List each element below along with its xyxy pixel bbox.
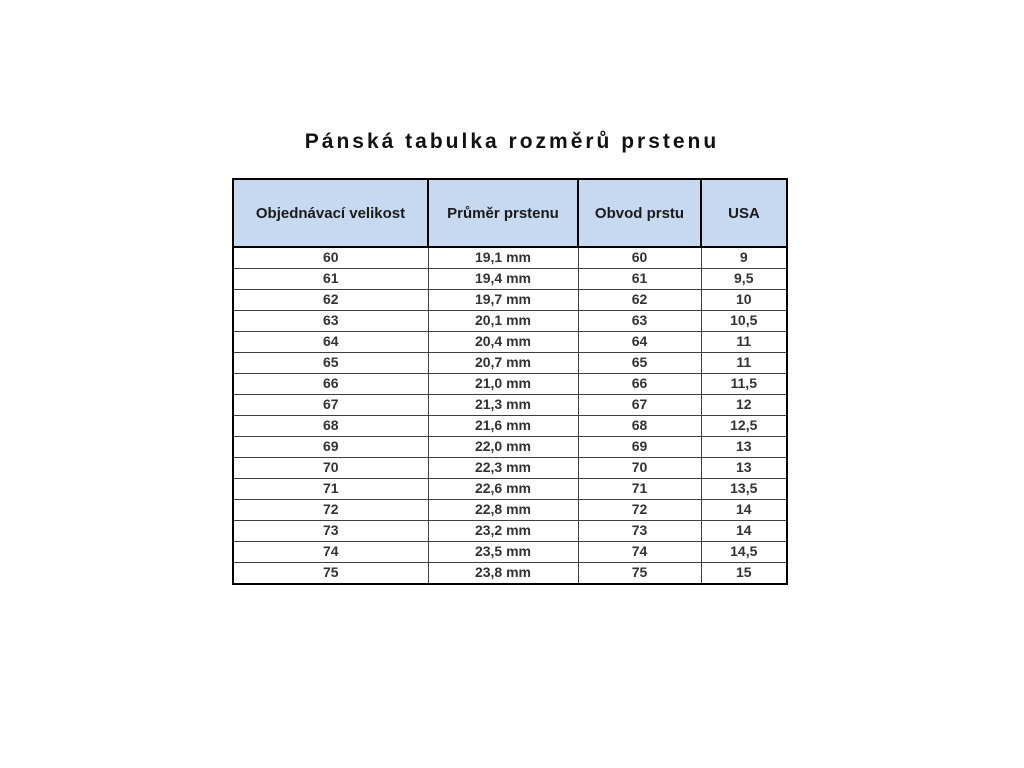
table-cell: 22,8 mm bbox=[428, 500, 578, 521]
table-body bbox=[233, 247, 787, 584]
table-cell: 68 bbox=[578, 416, 701, 437]
table-cell: 11 bbox=[701, 353, 787, 374]
table-cell: 73 bbox=[233, 521, 428, 542]
table-cell: 70 bbox=[578, 458, 701, 479]
header-cell-ring-diameter: Průměr prstenu bbox=[428, 179, 578, 247]
table-cell: 11,5 bbox=[701, 374, 787, 395]
table-cell: 68 bbox=[233, 416, 428, 437]
table-cell: 13 bbox=[701, 437, 787, 458]
table-cell: 19,1 mm bbox=[428, 247, 578, 269]
table-cell: 14,5 bbox=[701, 542, 787, 563]
table-cell: 20,4 mm bbox=[428, 332, 578, 353]
table-cell: 10 bbox=[701, 290, 787, 311]
table-cell: 75 bbox=[233, 563, 428, 585]
table-row bbox=[233, 563, 787, 585]
table-cell: 11 bbox=[701, 332, 787, 353]
table-cell: 14 bbox=[701, 521, 787, 542]
table-row bbox=[233, 290, 787, 311]
table-cell: 65 bbox=[233, 353, 428, 374]
table-cell: 63 bbox=[233, 311, 428, 332]
table-cell: 9 bbox=[701, 247, 787, 269]
table-cell: 22,3 mm bbox=[428, 458, 578, 479]
table-cell: 10,5 bbox=[701, 311, 787, 332]
table-cell: 61 bbox=[578, 269, 701, 290]
table-cell: 21,0 mm bbox=[428, 374, 578, 395]
table-row bbox=[233, 311, 787, 332]
table-cell: 66 bbox=[578, 374, 701, 395]
ring-size-table bbox=[232, 178, 788, 585]
table-cell: 72 bbox=[578, 500, 701, 521]
table-cell: 61 bbox=[233, 269, 428, 290]
table-cell: 64 bbox=[233, 332, 428, 353]
table-cell: 60 bbox=[578, 247, 701, 269]
table-cell: 66 bbox=[233, 374, 428, 395]
table-cell: 71 bbox=[233, 479, 428, 500]
table-cell: 73 bbox=[578, 521, 701, 542]
table-cell: 20,1 mm bbox=[428, 311, 578, 332]
table-cell: 23,5 mm bbox=[428, 542, 578, 563]
table-row bbox=[233, 521, 787, 542]
table-cell: 67 bbox=[578, 395, 701, 416]
header-cell-usa: USA bbox=[701, 179, 787, 247]
table-cell: 65 bbox=[578, 353, 701, 374]
table-cell: 74 bbox=[233, 542, 428, 563]
table-cell: 75 bbox=[578, 563, 701, 585]
table-row bbox=[233, 500, 787, 521]
table-cell: 12 bbox=[701, 395, 787, 416]
table-header-row bbox=[233, 179, 787, 247]
table-cell: 60 bbox=[233, 247, 428, 269]
table-cell: 74 bbox=[578, 542, 701, 563]
header-cell-finger-circumference: Obvod prstu bbox=[578, 179, 701, 247]
table-row bbox=[233, 332, 787, 353]
table-cell: 13 bbox=[701, 458, 787, 479]
header-cell-order-size: Objednávací velikost bbox=[233, 179, 428, 247]
table-row bbox=[233, 395, 787, 416]
table-cell: 70 bbox=[233, 458, 428, 479]
table-cell: 62 bbox=[578, 290, 701, 311]
table-cell: 12,5 bbox=[701, 416, 787, 437]
table-cell: 62 bbox=[233, 290, 428, 311]
table-cell: 71 bbox=[578, 479, 701, 500]
table-cell: 14 bbox=[701, 500, 787, 521]
table-cell: 72 bbox=[233, 500, 428, 521]
table-cell: 63 bbox=[578, 311, 701, 332]
table-row bbox=[233, 437, 787, 458]
table-cell: 13,5 bbox=[701, 479, 787, 500]
table-cell: 19,4 mm bbox=[428, 269, 578, 290]
page-title: Pánská tabulka rozměrů prstenu bbox=[304, 130, 720, 153]
table-cell: 64 bbox=[578, 332, 701, 353]
table-row bbox=[233, 458, 787, 479]
table-cell: 69 bbox=[578, 437, 701, 458]
table-cell: 23,8 mm bbox=[428, 563, 578, 585]
table-cell: 21,3 mm bbox=[428, 395, 578, 416]
table-row bbox=[233, 353, 787, 374]
table-cell: 20,7 mm bbox=[428, 353, 578, 374]
table-row bbox=[233, 247, 787, 269]
table-cell: 15 bbox=[701, 563, 787, 585]
table-row bbox=[233, 374, 787, 395]
table-cell: 21,6 mm bbox=[428, 416, 578, 437]
table-cell: 19,7 mm bbox=[428, 290, 578, 311]
table-cell: 22,6 mm bbox=[428, 479, 578, 500]
table-cell: 69 bbox=[233, 437, 428, 458]
table-row bbox=[233, 479, 787, 500]
table-row bbox=[233, 542, 787, 563]
table-cell: 9,5 bbox=[701, 269, 787, 290]
table-cell: 23,2 mm bbox=[428, 521, 578, 542]
table-cell: 22,0 mm bbox=[428, 437, 578, 458]
table-row bbox=[233, 416, 787, 437]
table-cell: 67 bbox=[233, 395, 428, 416]
table-row bbox=[233, 269, 787, 290]
